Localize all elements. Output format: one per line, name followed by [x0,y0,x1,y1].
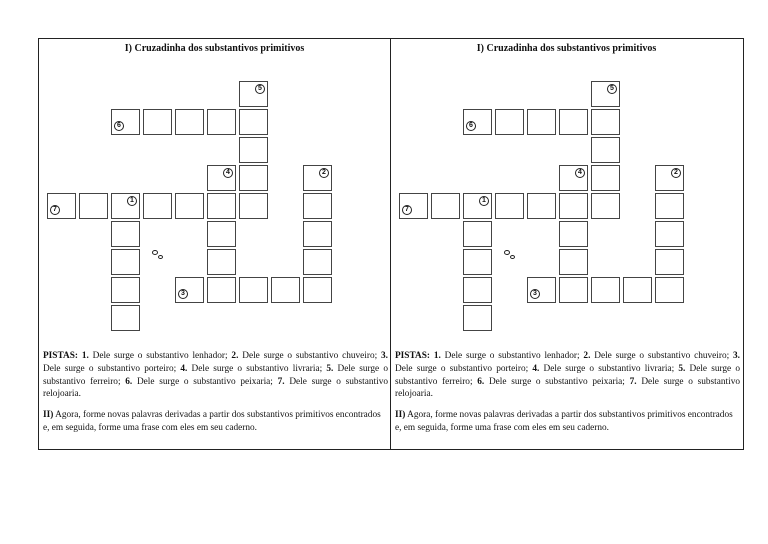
clue-number-marker: 3 [530,289,540,299]
clue-number-marker: 1 [479,196,489,206]
crossword-cell[interactable] [559,249,588,275]
crossword-cell[interactable] [239,193,268,219]
crossword-cell[interactable] [559,193,588,219]
clue-number-marker: 2 [671,168,681,178]
clue-number-marker: 7 [50,205,60,215]
crossword-cell[interactable] [559,277,588,303]
worksheet-title: I) Cruzadinha dos substantivos primitivos [476,43,657,54]
crossword-cell[interactable] [175,277,204,303]
crossword-cell[interactable] [207,165,236,191]
crossword-cell[interactable] [591,137,620,163]
crossword-cell[interactable] [559,221,588,247]
worksheet-title: I) Cruzadinha dos substantivos primitivos [124,43,305,54]
clues-paragraph: PISTAS: 1. Dele surge o substantivo lenhador; 2. Dele surge o substantivo chuveiro; 3. Dele surge o substantivo porteiro; 4. Dele surge o substantivo livraria; 5. Dele surge o substantivo ferreiro; 6. Dele surge o substantivo peixaria; 7. Dele surge o substantivo relojoaria. [43,351,389,400]
crossword-cell[interactable] [111,305,140,331]
crossword-cell[interactable] [207,193,236,219]
crossword-cell[interactable] [399,193,428,219]
crossword-cell[interactable] [79,193,108,219]
crossword-cell[interactable] [463,305,492,331]
crossword-cell[interactable] [111,221,140,247]
crossword-cell[interactable] [463,249,492,275]
crossword-cell[interactable] [591,165,620,191]
crossword-cell[interactable] [239,137,268,163]
crossword-cell[interactable] [591,81,620,107]
clues-paragraph: PISTAS: 1. Dele surge o substantivo lenhador; 2. Dele surge o substantivo chuveiro; 3. Dele surge o substantivo porteiro; 4. Dele surge o substantivo livraria; 5. Dele surge o substantivo ferreiro; 6. Dele surge o substantivo peixaria; 7. Dele surge o substantivo relojoaria. [395,351,741,400]
clue-number-marker: 5 [607,84,617,94]
clue-number-marker: 6 [466,121,476,131]
thought-bubble-icon [510,255,515,259]
crossword-cell[interactable] [111,193,140,219]
thought-bubble-icon [504,250,510,255]
crossword-cell[interactable] [495,109,524,135]
crossword-cell[interactable] [271,277,300,303]
crossword-cell[interactable] [655,221,684,247]
thought-bubble-icon [152,250,158,255]
crossword-cell[interactable] [207,221,236,247]
crossword-cell[interactable] [559,109,588,135]
crossword-cell[interactable] [207,109,236,135]
thought-bubble-icon [158,255,163,259]
crossword-cell[interactable] [143,109,172,135]
part-two-instructions: II) Agora, forme novas palavras derivadas a partir dos substantivos primitivos encontrados e, em seguida, forme uma frase com eles em seu caderno. [43,410,381,433]
crossword-cell[interactable] [463,277,492,303]
crossword-cell[interactable] [655,165,684,191]
clue-number-marker: 1 [127,196,137,206]
crossword-cell[interactable] [431,193,460,219]
crossword-cell[interactable] [591,193,620,219]
crossword-cell[interactable] [143,193,172,219]
crossword-cell[interactable] [303,249,332,275]
crossword-cell[interactable] [591,109,620,135]
crossword-cell[interactable] [463,193,492,219]
clue-number-marker: 2 [319,168,329,178]
clue-number-marker: 6 [114,121,124,131]
crossword-cell[interactable] [175,193,204,219]
clue-number-marker: 4 [575,168,585,178]
part-two-instructions: II) Agora, forme novas palavras derivadas a partir dos substantivos primitivos encontrados e, em seguida, forme uma frase com eles em seu caderno. [395,410,733,433]
clue-number-marker: 7 [402,205,412,215]
crossword-cell[interactable] [207,277,236,303]
crossword-cell[interactable] [239,277,268,303]
crossword-cell[interactable] [591,277,620,303]
worksheet-right [391,39,742,449]
crossword-cell[interactable] [239,165,268,191]
worksheet-left [39,39,390,449]
clue-number-marker: 3 [178,289,188,299]
crossword-cell[interactable] [527,193,556,219]
crossword-cell[interactable] [655,193,684,219]
crossword-cell[interactable] [303,221,332,247]
crossword-cell[interactable] [527,109,556,135]
crossword-cell[interactable] [655,249,684,275]
crossword-cell[interactable] [303,165,332,191]
crossword-cell[interactable] [559,165,588,191]
crossword-cell[interactable] [239,109,268,135]
crossword-cell[interactable] [239,81,268,107]
crossword-cell[interactable] [303,277,332,303]
clue-number-marker: 4 [223,168,233,178]
crossword-cell[interactable] [527,277,556,303]
crossword-cell[interactable] [207,249,236,275]
crossword-cell[interactable] [111,249,140,275]
crossword-cell[interactable] [463,109,492,135]
crossword-cell[interactable] [111,277,140,303]
crossword-cell[interactable] [111,109,140,135]
clue-number-marker: 5 [255,84,265,94]
crossword-cell[interactable] [495,193,524,219]
crossword-cell[interactable] [623,277,652,303]
crossword-cell[interactable] [303,193,332,219]
crossword-cell[interactable] [463,221,492,247]
crossword-cell[interactable] [47,193,76,219]
crossword-cell[interactable] [655,277,684,303]
crossword-cell[interactable] [175,109,204,135]
